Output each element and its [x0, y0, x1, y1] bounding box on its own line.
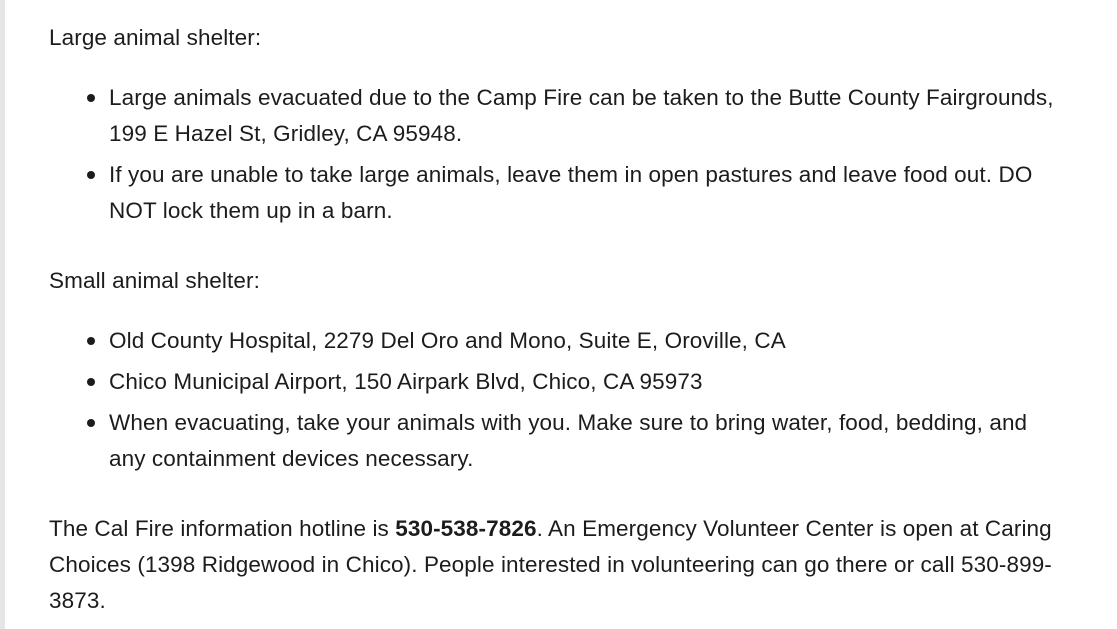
- small-animal-shelter-heading: Small animal shelter:: [49, 268, 260, 293]
- page-left-border: [0, 0, 5, 629]
- small-animal-shelter-list: [49, 323, 1059, 477]
- article-body: [49, 20, 1059, 619]
- hotline-prefix: The Cal Fire information hotline is: [49, 516, 396, 541]
- hotline-paragraph: [49, 511, 1059, 619]
- large-animal-shelter-heading: Large animal shelter:: [49, 25, 262, 50]
- list-item: Old County Hospital, 2279 Del Oro and Mono, Suite E, Oroville, CA: [109, 323, 1059, 359]
- list-item: If you are unable to take large animals, leave them in open pastures and leave food out. DO NOT lock them up in a barn.: [109, 157, 1059, 229]
- list-item: When evacuating, take your animals with you. Make sure to bring water, food, bedding, and any containment devices necessary.: [109, 405, 1059, 477]
- list-item: Chico Municipal Airport, 150 Airpark Blvd, Chico, CA 95973: [109, 364, 1059, 400]
- hotline-phone-number: 530-538-7826: [395, 516, 537, 541]
- hotline-suffix: . An Emergency Volunteer Center is open at Caring Choices (1398 Ridgewood in Chico). People interested in volunteering can go there or call 530-899-3873.: [49, 516, 1052, 613]
- large-animal-shelter-list: [49, 80, 1059, 229]
- list-item: Large animals evacuated due to the Camp Fire can be taken to the Butte County Fairgrounds, 199 E Hazel St, Gridley, CA 95948.: [109, 80, 1059, 152]
